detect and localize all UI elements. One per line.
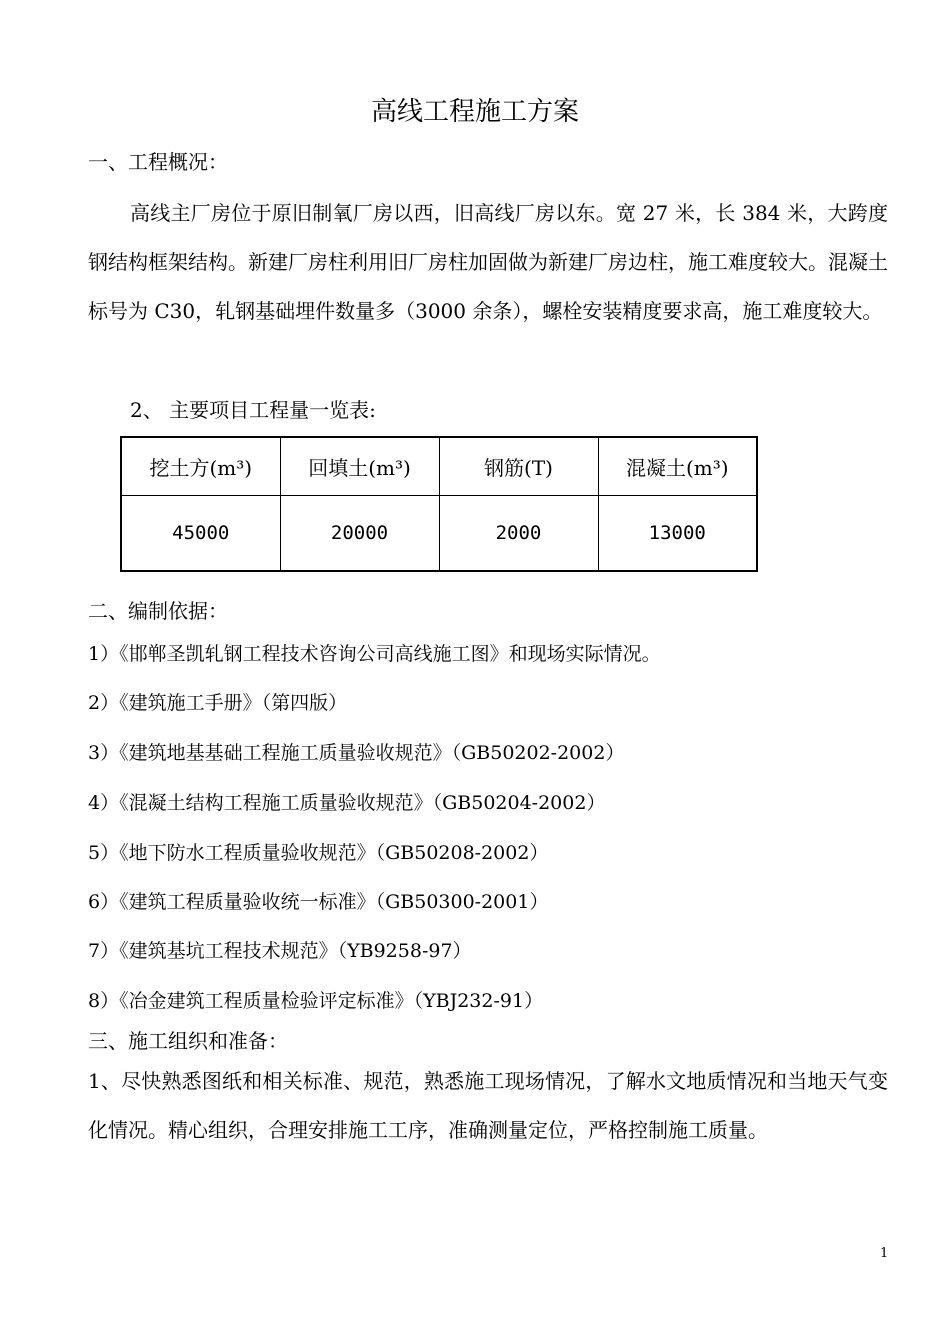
table-cell: 2000	[439, 495, 598, 571]
table-header-row	[121, 437, 757, 495]
table-cell: 13000	[598, 495, 757, 571]
document-title: 高线工程施工方案	[370, 97, 579, 127]
section1-paragraph: 高线主厂房位于原旧制氧厂房以西，旧高线厂房以东。宽 27 米，长 384 米，大跨度钢结构框架结构。新建厂房柱利用旧厂房柱加固做为新建厂房边柱，施工难度较大。混凝土标号为 C30，轧钢基础埋件数量多（3000 余条），螺栓安装精度要求高，施工难度较大。	[88, 201, 888, 323]
table-row	[121, 495, 757, 571]
table-cell: 45000	[121, 495, 280, 571]
reference-item: 1）《邯郸圣凯轧钢工程技术咨询公司高线施工图》和现场实际情况。	[88, 643, 661, 665]
reference-item: 2）《建筑施工手册》（第四版）	[88, 692, 348, 714]
table-header-cell: 钢筋(T)	[439, 437, 598, 495]
reference-item: 3）《建筑地基基础工程施工质量验收规范》（GB50202-2002）	[88, 742, 625, 764]
reference-item: 5）《地下防水工程质量验收规范》（GB50208-2002）	[88, 842, 549, 864]
table-cell: 20000	[280, 495, 439, 571]
section1-subheading: 2、 主要项目工程量一览表:	[130, 398, 376, 422]
page-number: 1	[880, 1246, 889, 1261]
table-header-cell: 混凝土(m³)	[598, 437, 757, 495]
table-header-cell: 挖土方(m³)	[121, 437, 280, 495]
section3-heading: 三、施工组织和准备：	[88, 1029, 288, 1053]
reference-item: 7）《建筑基坑工程技术规范》（YB9258-97）	[88, 940, 472, 962]
section3-paragraph: 1、尽快熟悉图纸和相关标准、规范，熟悉施工现场情况，了解水文地质情况和当地天气变化情况。精心组织，合理安排施工工序，准确测量定位，严格控制施工质量。	[88, 1069, 888, 1142]
section1-heading: 一、工程概况：	[88, 150, 228, 174]
table-header-cell: 回填土(m³)	[280, 437, 439, 495]
reference-item: 6）《建筑工程质量验收统一标准》（GB50300-2001）	[88, 891, 549, 913]
reference-item: 4）《混凝土结构工程施工质量验收规范》（GB50204-2002）	[88, 792, 606, 814]
quantity-table	[120, 436, 758, 572]
section2-heading: 二、编制依据：	[88, 599, 228, 623]
reference-item: 8）《冶金建筑工程质量检验评定标准》（YBJ232-91）	[88, 990, 544, 1012]
